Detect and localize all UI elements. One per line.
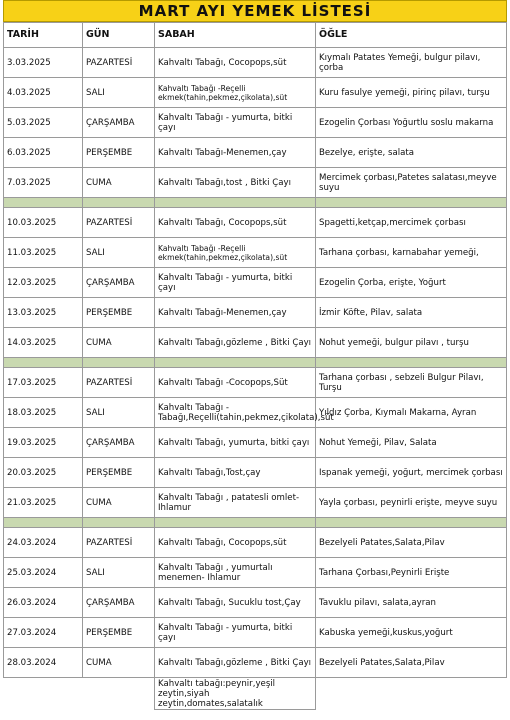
week-separator [4, 198, 507, 208]
date-cell: 28.03.2024 [4, 648, 83, 678]
day-cell: CUMA [83, 328, 155, 358]
lunch-cell: Mercimek çorbası,Patetes salatası,meyve suyu [316, 168, 507, 198]
date-cell: 13.03.2025 [4, 298, 83, 328]
lunch-cell: İzmir Köfte, Pilav, salata [316, 298, 507, 328]
table-row [4, 648, 507, 678]
date-cell: 17.03.2025 [4, 368, 83, 398]
day-cell: CUMA [83, 488, 155, 518]
breakfast-cell: Kahvaltı Tabağı-Menemen,çay [155, 138, 316, 168]
lunch-cell: Yıldız Çorba, Kıymalı Makarna, Ayran [316, 398, 507, 428]
date-cell: 7.03.2025 [4, 168, 83, 198]
breakfast-cell: Kahvaltı Tabağı, Sucuklu tost,Çay [155, 588, 316, 618]
table-row [4, 238, 507, 268]
day-cell: PAZARTESİ [83, 368, 155, 398]
day-cell: PERŞEMBE [83, 618, 155, 648]
day-cell: SALI [83, 398, 155, 428]
lunch-cell: Nohut yemeği, bulgur pilavı , turşu [316, 328, 507, 358]
date-cell: 6.03.2025 [4, 138, 83, 168]
day-cell: ÇARŞAMBA [83, 428, 155, 458]
breakfast-cell: Kahvaltı Tabağı -Reçelli ekmek(tahin,pekmez,çikolata),süt [155, 78, 316, 108]
week-separator [4, 518, 507, 528]
lunch-cell: Tarhana çorbası , sebzeli Bulgur Pilavı, Turşu [316, 368, 507, 398]
date-cell: 10.03.2025 [4, 208, 83, 238]
header-date: TARİH [4, 23, 83, 48]
week-separator [4, 358, 507, 368]
table-row [4, 48, 507, 78]
date-cell: 5.03.2025 [4, 108, 83, 138]
breakfast-plate-note: Kahvaltı tabağı:peynir,yeşil zeytin,siyah zeytin,domates,salatalık [155, 678, 316, 710]
day-cell: PERŞEMBE [83, 138, 155, 168]
extra-row [4, 678, 507, 710]
table-row [4, 208, 507, 238]
lunch-cell: Tarhana Çorbası,Peynirli Erişte [316, 558, 507, 588]
breakfast-cell: Kahvaltı Tabağı, Cocopops,süt [155, 48, 316, 78]
day-cell: CUMA [83, 168, 155, 198]
day-cell: PAZARTESİ [83, 208, 155, 238]
table-row [4, 78, 507, 108]
lunch-cell: Tavuklu pilavı, salata,ayran [316, 588, 507, 618]
date-cell: 20.03.2025 [4, 458, 83, 488]
breakfast-cell: Kahvaltı Tabağı,gözleme , Bitki Çayı [155, 648, 316, 678]
date-cell: 3.03.2025 [4, 48, 83, 78]
breakfast-cell: Kahvaltı Tabağı, Cocopops,süt [155, 528, 316, 558]
menu-table [3, 22, 507, 710]
day-cell: PAZARTESİ [83, 528, 155, 558]
lunch-cell: Kuru fasulye yemeği, pirinç pilavı, turşu [316, 78, 507, 108]
table-row [4, 488, 507, 518]
date-cell: 25.03.2024 [4, 558, 83, 588]
table-row [4, 558, 507, 588]
breakfast-cell: Kahvaltı Tabağı,gözleme , Bitki Çayı [155, 328, 316, 358]
table-row [4, 298, 507, 328]
lunch-cell: Ispanak yemeği, yoğurt, mercimek çorbası [316, 458, 507, 488]
day-cell: PAZARTESİ [83, 48, 155, 78]
table-row [4, 328, 507, 358]
table-row [4, 458, 507, 488]
date-cell: 12.03.2025 [4, 268, 83, 298]
date-cell: 18.03.2025 [4, 398, 83, 428]
lunch-cell: Bezelyeli Patates,Salata,Pilav [316, 528, 507, 558]
date-cell: 27.03.2024 [4, 618, 83, 648]
lunch-cell: Kıymalı Patates Yemeği, bulgur pilavı, çorba [316, 48, 507, 78]
lunch-cell: Nohut Yemeği, Pilav, Salata [316, 428, 507, 458]
table-row [4, 428, 507, 458]
header-day: GÜN [83, 23, 155, 48]
lunch-cell: Spagetti,ketçap,mercimek çorbası [316, 208, 507, 238]
breakfast-cell: Kahvaltı Tabağı, yumurta, bitki çayı [155, 428, 316, 458]
breakfast-cell: Kahvaltı Tabağı - yumurta, bitki çayı [155, 108, 316, 138]
breakfast-cell: Kahvaltı Tabağı,tost , Bitki Çayı [155, 168, 316, 198]
table-row [4, 618, 507, 648]
date-cell: 21.03.2025 [4, 488, 83, 518]
day-cell: ÇARŞAMBA [83, 108, 155, 138]
breakfast-cell: Kahvaltı Tabağı , yumurtalı menemen- Ihlamur [155, 558, 316, 588]
breakfast-cell: Kahvaltı Tabağı -Cocopops,Süt [155, 368, 316, 398]
menu-sheet [3, 0, 507, 710]
lunch-cell: Kabuska yemeği,kuskus,yoğurt [316, 618, 507, 648]
date-cell: 19.03.2025 [4, 428, 83, 458]
lunch-cell: Ezogelin Çorbası Yoğurtlu soslu makarna [316, 108, 507, 138]
table-row [4, 168, 507, 198]
breakfast-cell: Kahvaltı Tabağı,Tost,çay [155, 458, 316, 488]
date-cell: 14.03.2025 [4, 328, 83, 358]
table-row [4, 138, 507, 168]
day-cell: SALI [83, 78, 155, 108]
breakfast-cell: Kahvaltı Tabağı - Tabağı,Reçelli(tahin,pekmez,çikolata),süt [155, 398, 316, 428]
day-cell: PERŞEMBE [83, 458, 155, 488]
lunch-cell: Tarhana çorbası, karnabahar yemeği, [316, 238, 507, 268]
breakfast-cell: Kahvaltı Tabağı - yumurta, bitki çayı [155, 618, 316, 648]
breakfast-cell: Kahvaltı Tabağı , patatesli omlet- Ihlamur [155, 488, 316, 518]
table-row [4, 588, 507, 618]
day-cell: ÇARŞAMBA [83, 268, 155, 298]
header-breakfast: SABAH [155, 23, 316, 48]
lunch-cell: Bezelyeli Patates,Salata,Pilav [316, 648, 507, 678]
table-row [4, 528, 507, 558]
date-cell: 11.03.2025 [4, 238, 83, 268]
date-cell: 4.03.2025 [4, 78, 83, 108]
lunch-cell: Ezogelin Çorba, erişte, Yoğurt [316, 268, 507, 298]
date-cell: 24.03.2024 [4, 528, 83, 558]
date-cell: 26.03.2024 [4, 588, 83, 618]
table-row [4, 398, 507, 428]
day-cell: SALI [83, 558, 155, 588]
table-row [4, 108, 507, 138]
lunch-cell: Yayla çorbası, peynirli erişte, meyve suyu [316, 488, 507, 518]
table-row [4, 268, 507, 298]
day-cell: CUMA [83, 648, 155, 678]
day-cell: SALI [83, 238, 155, 268]
day-cell: PERŞEMBE [83, 298, 155, 328]
page-title: MART AYI YEMEK LİSTESİ [3, 0, 507, 22]
breakfast-cell: Kahvaltı Tabağı-Menemen,çay [155, 298, 316, 328]
header-lunch: ÖĞLE [316, 23, 507, 48]
day-cell: ÇARŞAMBA [83, 588, 155, 618]
breakfast-cell: Kahvaltı Tabağı, Cocopops,süt [155, 208, 316, 238]
breakfast-cell: Kahvaltı Tabağı -Reçelli ekmek(tahin,pekmez,çikolata),süt [155, 238, 316, 268]
lunch-cell: Bezelye, erişte, salata [316, 138, 507, 168]
header-row [4, 23, 507, 48]
breakfast-cell: Kahvaltı Tabağı - yumurta, bitki çayı [155, 268, 316, 298]
table-row [4, 368, 507, 398]
